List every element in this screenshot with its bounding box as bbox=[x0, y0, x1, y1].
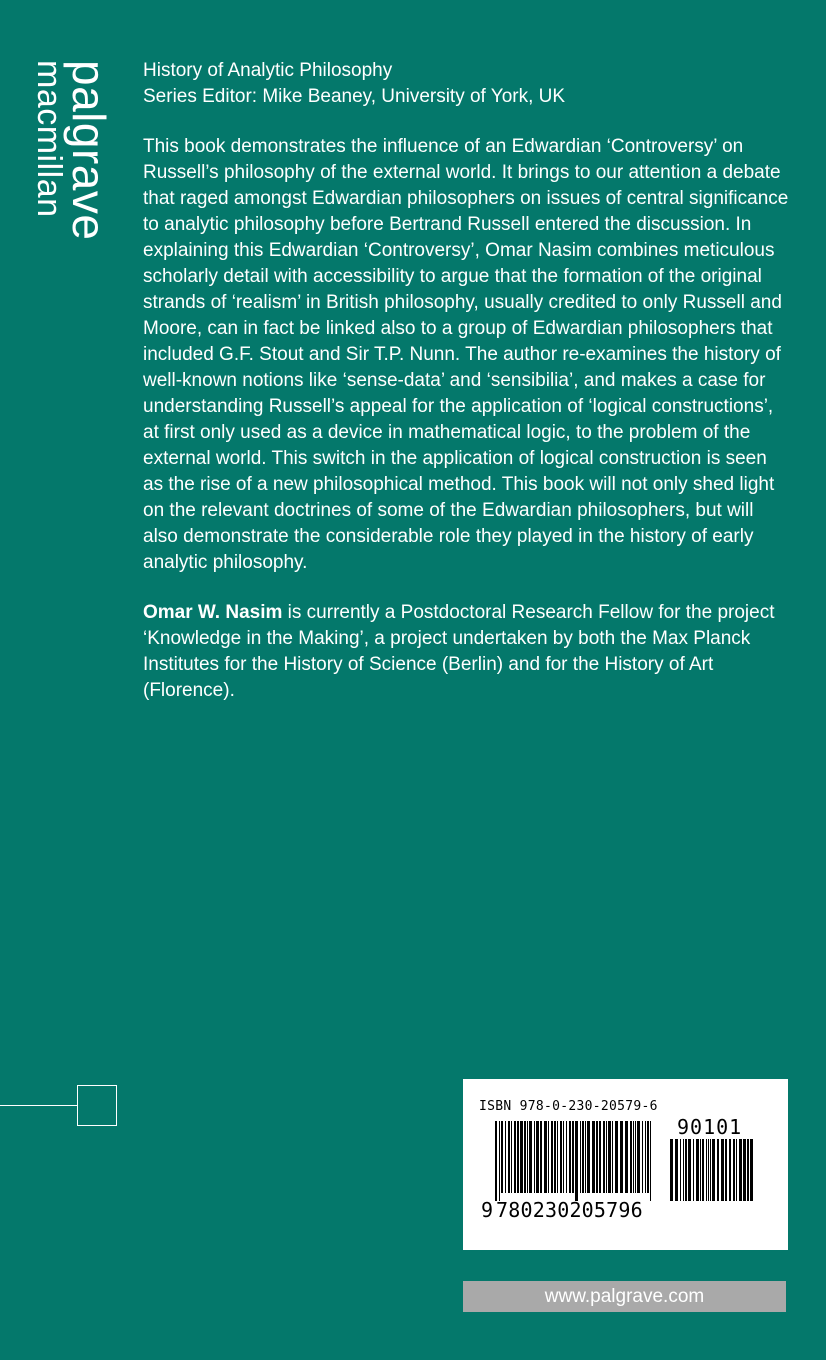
barcode-bar bbox=[587, 1121, 590, 1193]
decorative-square bbox=[77, 1085, 117, 1126]
barcode-bar bbox=[569, 1121, 571, 1193]
author-name: Omar W. Nasim bbox=[143, 602, 283, 623]
barcode-bar bbox=[729, 1139, 731, 1201]
barcode-bar bbox=[529, 1121, 532, 1193]
series-info bbox=[143, 58, 565, 110]
barcode-bar bbox=[592, 1121, 595, 1193]
book-description: This book demonstrates the influence of an Edwardian ‘Controversy’ on Russell’s philosophy of the external world. It brings to our attention a debate that raged amongst Edwardian philosophers on issues of central significance to analytic philosophy before Bertrand Russell entered the discussion. In explaining this Edwardian ‘Controversy’, Omar Nasim combines meticulous scholarly detail with accessibility to argue that the formation of the original strands of ‘realism’ in British philosophy, usually credited to only Russell and Moore, can in fact be linked also to a group of Edwardian philosophers that included G.F. Stout and Sir T.P. Nunn. The author re-examines the history of well-known notions like ‘sense-data’ and ‘sensibilia’, and makes a case for understanding Russell’s appeal for the application of ‘logical constructions’, at first only used as a device in mathematical logic, to the problem of the external world. This switch in the application of logical construction is seen as the rise of a new philosophical method. This book will not only shed light on the relevant doctrines of some of the Edwardian philosophers, but will also demonstrate the considerable role they played in the history of early analytic philosophy. bbox=[143, 136, 789, 573]
barcode-bar bbox=[508, 1121, 510, 1193]
barcode-bar bbox=[645, 1121, 646, 1193]
decorative-line bbox=[0, 1105, 77, 1106]
barcode-bar bbox=[700, 1139, 701, 1201]
barcode-bar bbox=[702, 1139, 704, 1201]
barcode-bar bbox=[717, 1139, 719, 1201]
barcode-bar bbox=[572, 1121, 574, 1193]
barcode-bar bbox=[670, 1139, 673, 1201]
barcode-bar bbox=[637, 1121, 640, 1193]
barcode-bar bbox=[696, 1139, 699, 1201]
barcode-bar bbox=[708, 1139, 709, 1201]
barcode-bar bbox=[635, 1121, 636, 1193]
barcode-bar bbox=[608, 1121, 611, 1193]
barcode-bar bbox=[585, 1121, 586, 1193]
barcode-bar bbox=[575, 1121, 578, 1201]
barcode-bar bbox=[520, 1121, 523, 1193]
barcode-bar bbox=[680, 1139, 681, 1201]
barcode-bar bbox=[511, 1121, 512, 1193]
logo-macmillan: macmillan bbox=[30, 60, 68, 218]
isbn-text: ISBN 978-0-230-20579-6 bbox=[479, 1099, 658, 1114]
barcode-addon-bars bbox=[670, 1139, 754, 1209]
barcode-addon-digits: 90101 bbox=[677, 1115, 743, 1139]
barcode-bar bbox=[712, 1139, 715, 1201]
barcode-bar bbox=[599, 1121, 601, 1193]
barcode-bar bbox=[688, 1139, 691, 1201]
barcode-bar bbox=[499, 1121, 500, 1201]
barcode-bar bbox=[650, 1121, 651, 1201]
barcode-bar bbox=[603, 1121, 605, 1193]
barcode-bar bbox=[534, 1121, 535, 1193]
barcode-bar bbox=[706, 1139, 707, 1201]
barcode-bar bbox=[563, 1121, 564, 1193]
barcode-bar bbox=[582, 1121, 584, 1193]
barcode-bar bbox=[733, 1139, 735, 1201]
barcode-bar bbox=[642, 1121, 643, 1193]
barcode-bar bbox=[580, 1121, 581, 1193]
series-editor: Series Editor: Mike Beaney, University of York, UK bbox=[143, 86, 566, 107]
barcode-bar bbox=[517, 1121, 519, 1193]
barcode-bar bbox=[747, 1139, 749, 1201]
barcode-bar bbox=[633, 1121, 634, 1193]
barcode-bar bbox=[693, 1139, 694, 1201]
barcode-bar bbox=[606, 1121, 607, 1193]
barcode-bar bbox=[560, 1121, 562, 1193]
author-bio bbox=[143, 600, 791, 704]
barcode-bar bbox=[710, 1139, 711, 1201]
barcode-bar bbox=[630, 1121, 632, 1193]
barcode-bar bbox=[647, 1121, 649, 1193]
barcode-bar bbox=[625, 1121, 628, 1193]
barcode-bar bbox=[514, 1121, 516, 1193]
barcode-bar bbox=[675, 1139, 678, 1201]
logo-palgrave: palgrave bbox=[63, 60, 115, 241]
barcode-bar bbox=[615, 1121, 618, 1193]
barcode-bar bbox=[620, 1121, 623, 1193]
barcode-bar bbox=[725, 1139, 727, 1201]
barcode-bar bbox=[557, 1121, 558, 1193]
barcode-bar bbox=[505, 1121, 506, 1193]
barcode-bar bbox=[540, 1121, 542, 1193]
barcode-bar bbox=[554, 1121, 556, 1193]
barcode-bar bbox=[527, 1121, 528, 1193]
barcode-bar bbox=[683, 1139, 684, 1201]
series-title: History of Analytic Philosophy bbox=[143, 60, 393, 81]
barcode-bar bbox=[551, 1121, 553, 1193]
barcode-bar bbox=[685, 1139, 687, 1201]
barcode-bar bbox=[495, 1121, 497, 1201]
barcode-bar bbox=[566, 1121, 567, 1193]
barcode-first-digit: 9 bbox=[481, 1198, 494, 1222]
barcode-bar bbox=[750, 1139, 753, 1201]
palgrave-macmillan-logo bbox=[28, 60, 118, 250]
barcode-bar bbox=[721, 1139, 724, 1201]
author-bio-text: is currently a Postdoctoral Research Fellow for the project ‘Knowledge in the Making’, a project undertaken by both the Max Planck Institutes for the History of Science (Berlin) and for the History of Art (Florence). bbox=[143, 602, 775, 701]
barcode-bar bbox=[536, 1121, 539, 1193]
barcode-bar bbox=[736, 1139, 737, 1201]
barcode-digits: 780230205796 bbox=[496, 1198, 643, 1222]
publisher-url[interactable]: www.palgrave.com bbox=[463, 1281, 786, 1312]
barcode-bar bbox=[501, 1121, 503, 1193]
barcode-bar bbox=[544, 1121, 547, 1193]
barcode-panel bbox=[463, 1079, 788, 1250]
barcode-bar bbox=[548, 1121, 549, 1193]
barcode-bar bbox=[612, 1121, 613, 1193]
barcode-bar bbox=[524, 1121, 526, 1193]
barcode-bar bbox=[596, 1121, 598, 1193]
barcode-main-bars bbox=[495, 1121, 655, 1201]
barcode-bar bbox=[739, 1139, 742, 1201]
barcode-bar bbox=[743, 1139, 746, 1201]
